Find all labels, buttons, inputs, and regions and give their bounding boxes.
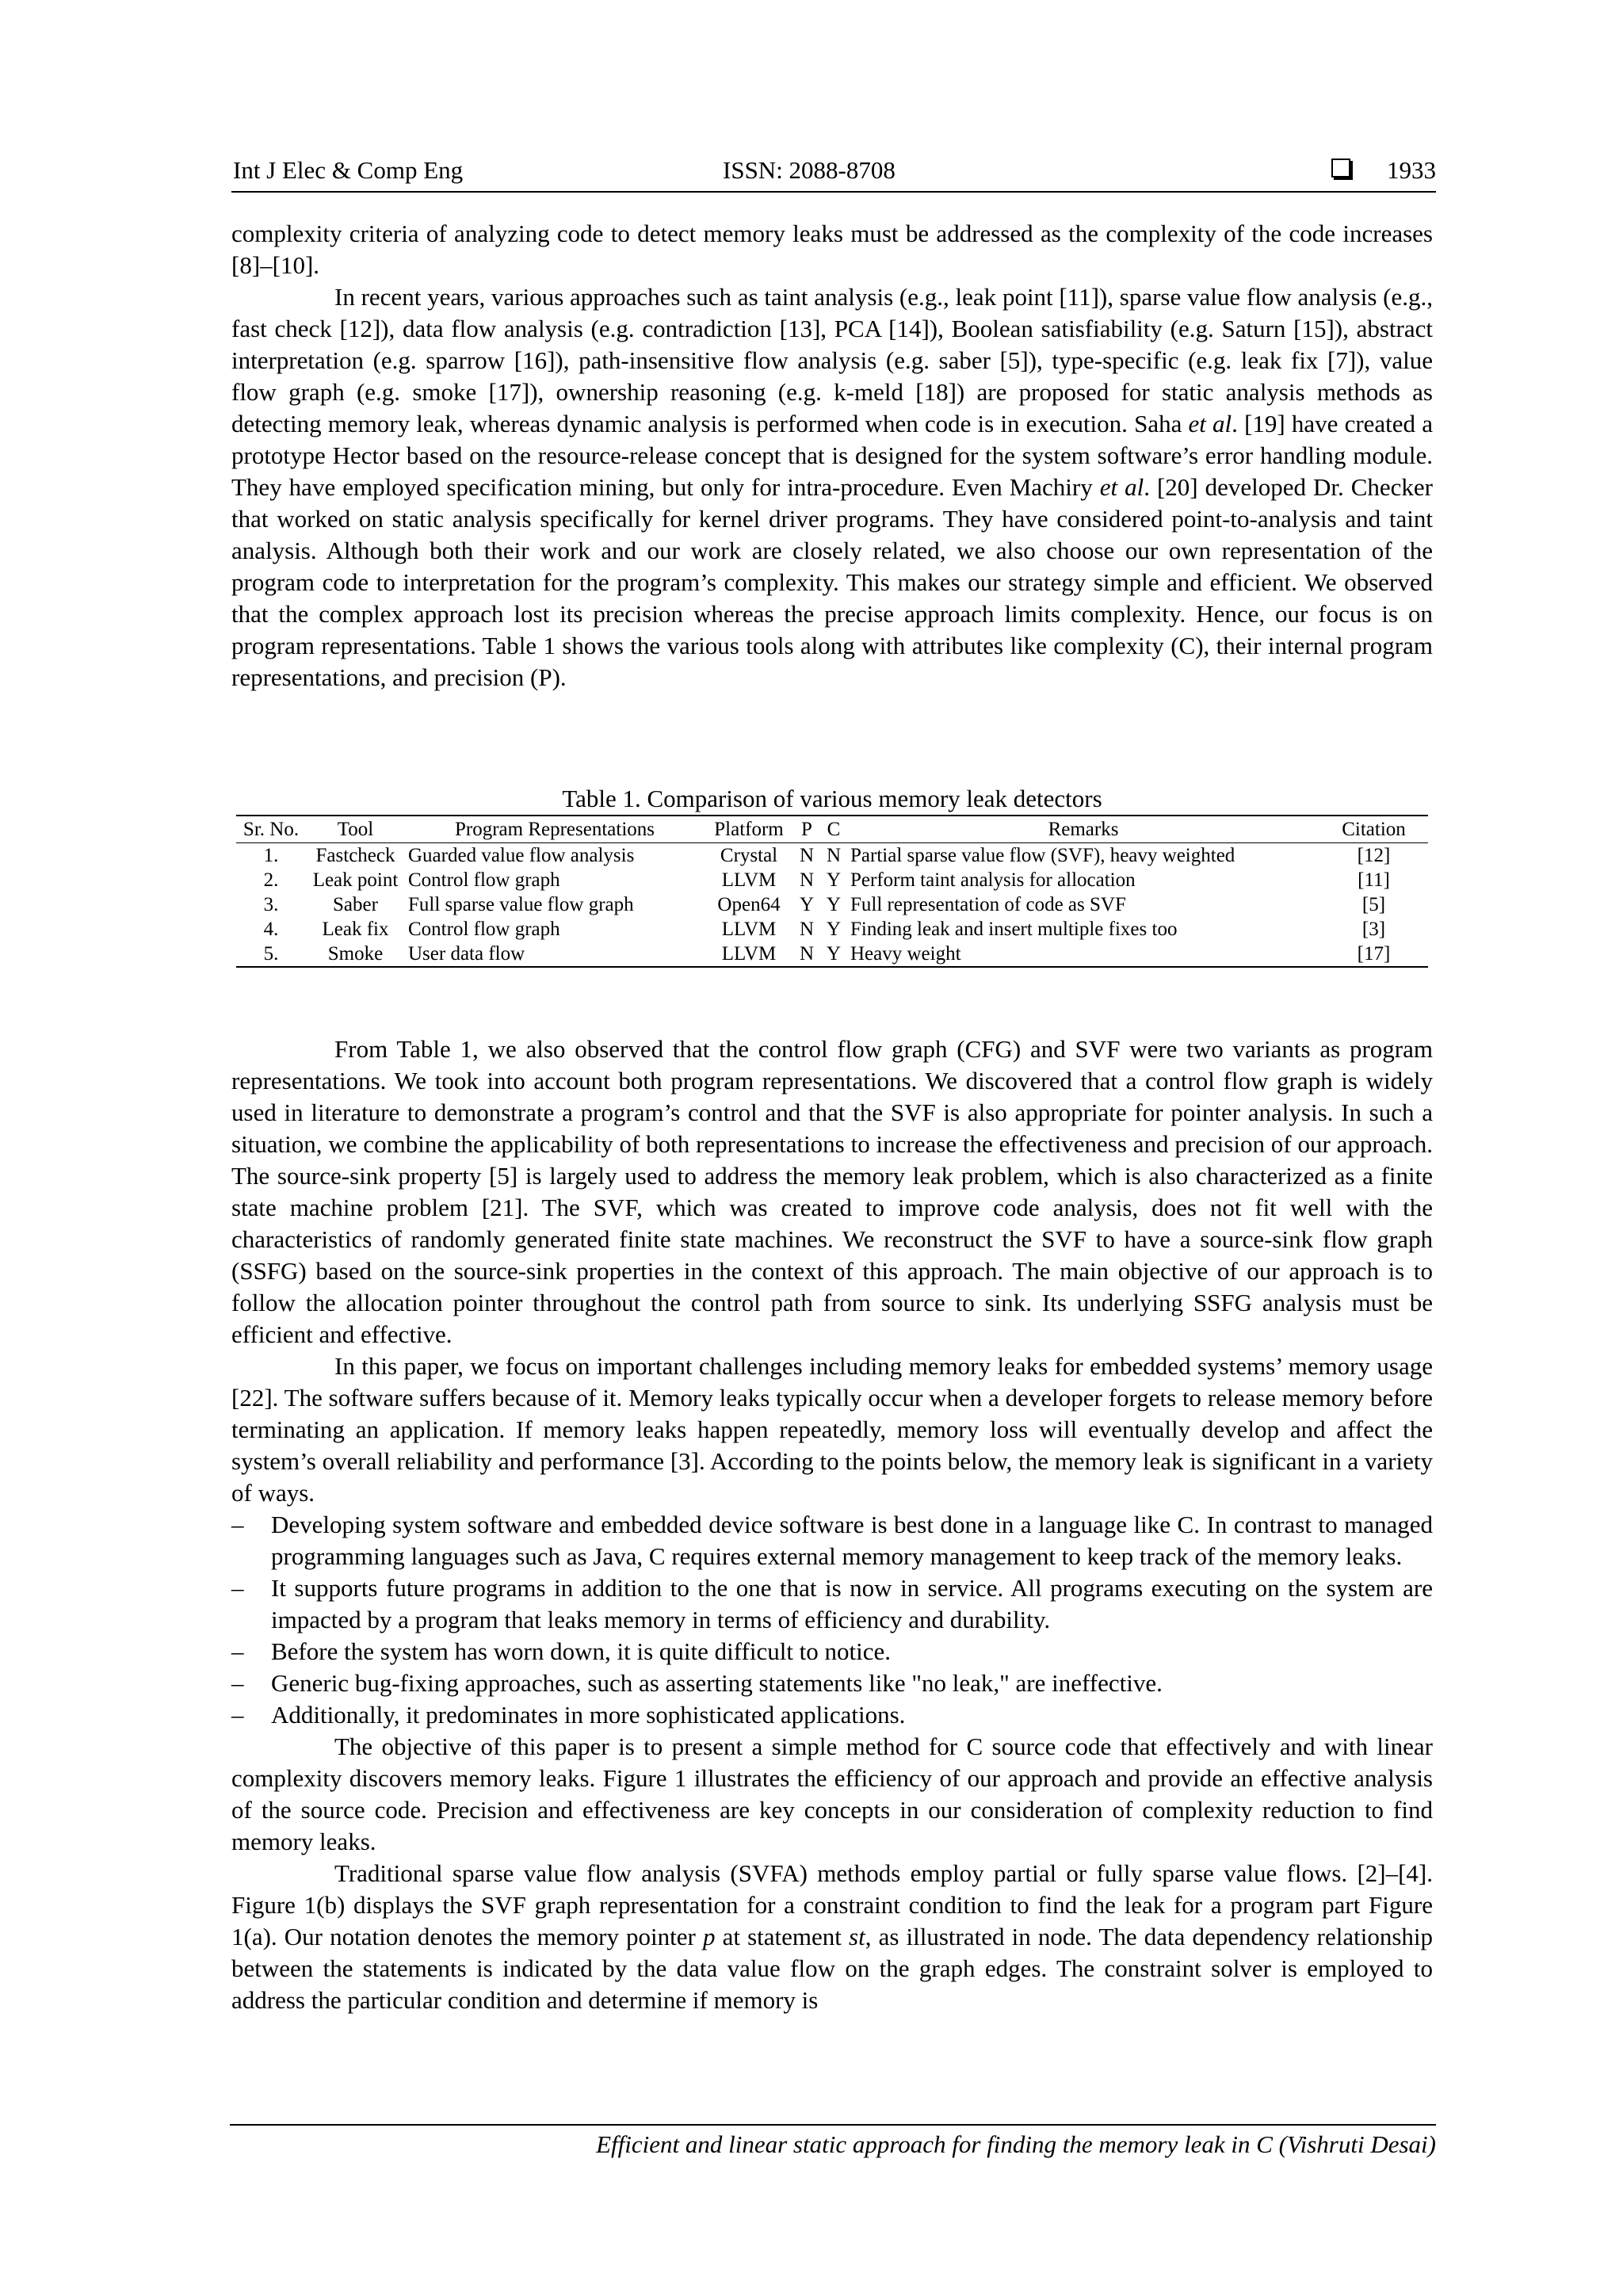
list-item [231, 1572, 1433, 1636]
cell-sr-no: 3. [263, 894, 279, 915]
col-header: P [793, 816, 820, 843]
cell-platform: LLVM [721, 943, 777, 965]
page-footer [230, 2124, 1436, 2159]
page-header [231, 153, 1436, 193]
cell-sr-no: 1. [263, 845, 279, 866]
cell-tool: Fastcheck [315, 845, 395, 866]
paragraph-1: complexity criteria of analyzing code to detect memory leaks must be addressed as the complexity of the code increases [8]–[10]. [231, 220, 1433, 279]
col-header: Remarks [847, 816, 1319, 843]
paragraph-6-emphasis-2: st [849, 1923, 865, 1950]
table-row [236, 892, 1428, 917]
cell-tool: Smoke [327, 943, 384, 965]
cell-platform: LLVM [721, 869, 777, 891]
page-number-block [1331, 156, 1436, 185]
cell-platform: Crystal [720, 845, 778, 866]
list-item [231, 1509, 1433, 1572]
list-item [231, 1636, 1433, 1668]
paragraph-6-part-a: Traditional sparse value flow analysis (SVFA) methods employ partial or fully sparse value flows. [2]–[4]. Figure 1(b) displays the SVF graph representation for a constraint condition to find the leak for a program part Figure 1(a). Our notation denotes the memory pointer [231, 1859, 1433, 1950]
cell-c: Y [826, 919, 842, 940]
cell-citation: [12] [1357, 845, 1391, 866]
cell-remarks: Full representation of code as SVF [850, 894, 1126, 915]
cell-tool: Leak point [312, 869, 399, 891]
cell-citation: [17] [1357, 943, 1391, 965]
cell-sr-no: 4. [263, 919, 279, 940]
cell-remarks: Finding leak and insert multiple fixes too [850, 919, 1178, 940]
paragraph-2-emphasis-1: et al [1188, 410, 1232, 437]
body-text-top [231, 218, 1433, 693]
issn: ISSN: 2088-8708 [723, 156, 896, 184]
paragraph-6-part-b: at statement [715, 1923, 850, 1950]
col-header: Tool [306, 816, 405, 843]
paragraph-2 [231, 281, 1433, 693]
bullet-dash: – [231, 1511, 244, 1538]
bullet-list [231, 1509, 1433, 1731]
cell-citation: [5] [1361, 894, 1386, 915]
cell-remarks: Partial sparse value flow (SVF), heavy weighted [850, 845, 1235, 866]
paragraph-2-part-b: . [19] have created a prototype Hector based on the resource-release concept that is designed for the system software’s error handling module. They have employed specification mining, but only for intra-procedure. Even Machiry [231, 410, 1433, 501]
running-title: Efficient and linear static approach for finding the memory leak in C (Vishruti Desai) [596, 2130, 1436, 2158]
cell-citation: [11] [1358, 869, 1390, 891]
col-header: Platform [705, 816, 793, 843]
list-item [231, 1699, 1433, 1731]
paragraph-3: From Table 1, we also observed that the control flow graph (CFG) and SVF were two variants as program representations. We took into account both program representations. We discovered that a control flow graph is widely used in literature to demonstrate a program’s control and that the SVF is also appropriate for pointer analysis. In such a situation, we combine the applicability of both representations to increase the effectiveness and precision of our approach. The source-sink property [5] is largely used to address the memory leak problem, which is also characterized as a finite state machine problem [21]. The SVF, which was created to improve code analysis, does not fit well with the characteristics of randomly generated finite state machines. We reconstruct the SVF to have a source-sink flow graph (SSFG) based on the source-sink properties in the context of this approach. The main objective of our approach is to follow the allocation pointer throughout the control path from source to sink. Its underlying SSFG analysis must be efficient and effective. [231, 1035, 1433, 1348]
journal-name: Int J Elec & Comp Eng [233, 156, 464, 184]
paragraph-2-emphasis-2: et al [1099, 473, 1144, 501]
table-row [236, 843, 1428, 869]
table-row [236, 942, 1428, 967]
cell-p: Y [799, 894, 815, 915]
table-row [236, 868, 1428, 892]
cell-p: N [799, 845, 815, 866]
cell-sr-no: 2. [263, 869, 279, 891]
bullet-dash: – [231, 1701, 244, 1729]
table-row [236, 917, 1428, 942]
cell-c: Y [826, 943, 842, 965]
cell-tool: Saber [333, 894, 378, 915]
cell-p: N [799, 919, 815, 940]
cell-remarks: Perform taint analysis for allocation [850, 869, 1136, 891]
table-1 [236, 785, 1428, 968]
cell-c: Y [826, 869, 842, 891]
list-item [231, 1668, 1433, 1699]
cell-remarks: Heavy weight [850, 943, 961, 965]
body-text-bottom [231, 1033, 1433, 2016]
bullet-dash: – [231, 1637, 244, 1665]
cell-c: Y [826, 894, 842, 915]
cell-representation: User data flow [408, 943, 525, 965]
cell-representation: Control flow graph [408, 919, 560, 940]
cell-sr-no: 5. [263, 943, 279, 965]
paragraph-6-emphasis-1: p [703, 1923, 716, 1950]
paragraph-4: In this paper, we focus on important challenges including memory leaks for embedded systems’ memory usage [22]. The software suffers because of it. Memory leaks typically occur when a developer forgets to release memory before terminating an application. If memory leaks happen repeatedly, memory loss will eventually develop and affect the system’s overall reliability and performance [3]. According to the points below, the memory leak is significant in a variety of ways. [231, 1352, 1433, 1507]
checkbox-square-icon [1331, 159, 1350, 178]
cell-tool: Leak fix [322, 919, 389, 940]
comparison-table [236, 815, 1428, 968]
col-header: Citation [1319, 816, 1428, 843]
cell-citation: [3] [1361, 919, 1386, 940]
list-item-text: Developing system software and embedded device software is best done in a language like C. In contrast to managed programming languages such as Java, C requires external memory management to keep track of the memory leaks. [271, 1511, 1433, 1570]
col-header: Program Representations [405, 816, 705, 843]
paragraph-2-part-c: . [20] developed Dr. Checker that worked on static analysis specifically for kernel driver programs. They have considered point-to-analysis and taint analysis. Although both their work and our work are closely related, we also choose our own representation of the program code to interpretation for the program’s complexity. This makes our strategy simple and efficient. We observed that the complex approach lost its precision whereas the precise approach limits complexity. Hence, our focus is on program representations. Table 1 shows the various tools along with attributes like complexity (C), their internal program representations, and precision (P). [231, 473, 1433, 691]
cell-platform: Open64 [717, 894, 781, 915]
paragraph-6-part-c: , as illustrated in node. The data dependency relationship between the statements is indicated by the data value flow on the graph edges. The constraint solver is employed to address the particular condition and determine if memory is [231, 1923, 1434, 2014]
col-header: Sr. No. [236, 816, 306, 843]
cell-representation: Guarded value flow analysis [408, 845, 635, 866]
table-caption: Table 1. Comparison of various memory leak detectors [562, 785, 1102, 812]
cell-c: N [826, 845, 842, 866]
paragraph-2-part-a: In recent years, various approaches such as taint analysis (e.g., leak point [11]), sparse value flow analysis (e.g., fast check [12]), data flow analysis (e.g. contradiction [13], PCA [14]), Boolean satisfiability (e.g. Saturn [15]), abstract interpretation (e.g. sparrow [16]), path-insensitive flow analysis (e.g. saber [5]), type-specific (e.g. leak fix [7]), value flow graph (e.g. smoke [17]), ownership reasoning (e.g. k-meld [18]) are proposed for static analysis methods as detecting memory leak, whereas dynamic analysis is performed when code is in execution. Saha [231, 283, 1433, 437]
paragraph-5: The objective of this paper is to present a simple method for C source code that effectively and with linear complexity discovers memory leaks. Figure 1 illustrates the efficiency of our approach and provide an effective analysis of the source code. Precision and effectiveness are key concepts in our consideration of complexity reduction to find memory leaks. [231, 1733, 1433, 1855]
col-header: C [820, 816, 847, 843]
list-item-text: Additionally, it predominates in more sophisticated applications. [271, 1701, 906, 1729]
cell-p: N [799, 943, 815, 965]
bullet-dash: – [231, 1574, 244, 1602]
list-item-text: It supports future programs in addition to the one that is now in service. All programs executing on the system are impacted by a program that leaks memory in terms of efficiency and durability. [271, 1574, 1433, 1633]
paragraph-6 [231, 1858, 1433, 2016]
bullet-dash: – [231, 1669, 244, 1697]
list-item-text: Generic bug-fixing approaches, such as asserting statements like "no leak," are ineffective. [271, 1669, 1163, 1697]
cell-p: N [799, 869, 815, 891]
cell-representation: Control flow graph [408, 869, 560, 891]
cell-representation: Full sparse value flow graph [408, 894, 634, 915]
page-number: 1933 [1387, 156, 1436, 184]
list-item-text: Before the system has worn down, it is quite difficult to notice. [271, 1637, 892, 1665]
table-header-row [236, 816, 1428, 843]
cell-platform: LLVM [721, 919, 777, 940]
